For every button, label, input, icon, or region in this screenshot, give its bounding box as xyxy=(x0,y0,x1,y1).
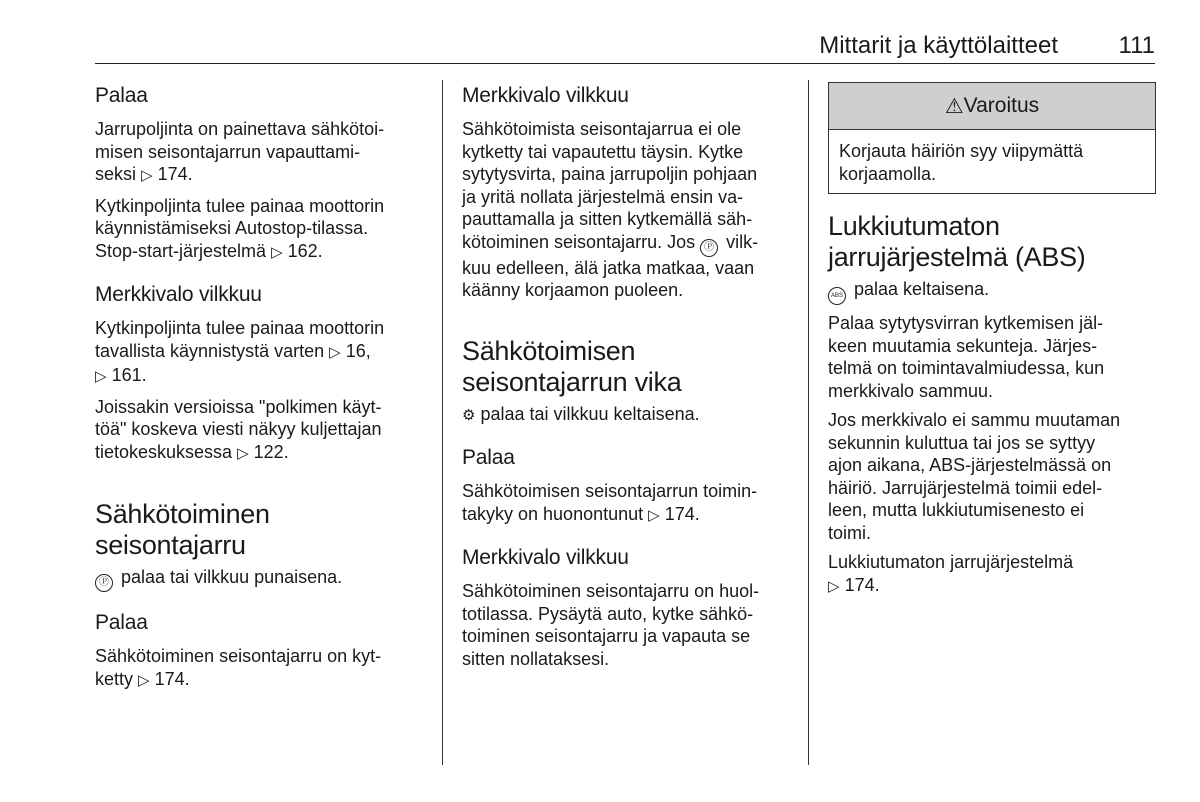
column-divider xyxy=(442,80,443,765)
paragraph: Palaa sytytysvirran kytkemisen jäl- keen muutamia sekunteja. Järjes- telmä on toimintavalmiudessa, kun merkkivalo sammuu. xyxy=(828,313,1105,401)
section-heading: Lukkiutumaton jarrujärjestelmä (ABS) xyxy=(828,211,1086,272)
paragraph: Joissakin versioissa "polkimen käyt- töä" koskeva viesti näkyy kuljettajan tietokeskuksessa ▷ 122. xyxy=(95,396,382,462)
reference-arrow-icon: ▷ xyxy=(329,343,341,361)
service-brake-icon: ⚙ xyxy=(462,406,476,424)
paragraph: Jos merkkivalo ei sammu muutaman sekunnin kuluttua tai jos se syttyy ajon aikana, ABS-järjestelmässä on häiriö. Jarrujärjestelmä toimii edel- leen, mutta lukkiutumisenesto ei toimi. xyxy=(828,410,1121,543)
header-divider xyxy=(95,63,1155,64)
parking-brake-icon: Ⓟ xyxy=(95,574,113,592)
paragraph: Kytkinpoljinta tulee painaa moottorin tavallista käynnistystä varten ▷ 16, ▷ 161. xyxy=(95,318,385,385)
reference-arrow-icon: ▷ xyxy=(95,368,107,385)
reference-arrow-icon: ▷ xyxy=(138,671,150,689)
subheading-merkkivalo: Merkkivalo vilkkuu xyxy=(462,546,629,569)
warning-header xyxy=(829,83,1155,130)
paragraph: Sähkötoimisen seisontajarrun toimin- takyky on huonontunut ▷ 174. xyxy=(462,481,758,524)
subheading-palaa: Palaa xyxy=(95,611,148,634)
column-3 xyxy=(828,82,1156,605)
page-reference: 161. xyxy=(111,365,147,385)
column-1 xyxy=(95,82,425,699)
subheading-merkkivalo: Merkkivalo vilkkuu xyxy=(462,84,629,107)
paragraph: ABS palaa keltaisena. xyxy=(828,278,1156,305)
page-reference: 174. xyxy=(664,503,700,524)
paragraph: Lukkiutumaton jarrujärjestelmä ▷ 174. xyxy=(828,552,1074,595)
abs-icon: ABS xyxy=(828,287,846,305)
page-number: 111 xyxy=(1118,32,1155,59)
paragraph: Sähkötoiminen seisontajarru on huol- totilassa. Pysäytä auto, kytke sähkö- toiminen seisontajarru ja vapauta se sitten nollataksesi. xyxy=(462,581,760,669)
section-heading: Sähkötoimisen seisontajarrun vika xyxy=(462,335,682,397)
page-reference: 162. xyxy=(287,240,323,261)
paragraph: ⚙ palaa tai vilkkuu keltaisena. xyxy=(462,403,700,424)
paragraph: Sähkötoimista seisontajarrua ei ole kytketty tai vapautettu täysin. Kytke sytytysvirta, paina jarrupoljin pohjaan ja yritä nollata järjestelmä ensin va- pauttamalla ja sitten kytkemällä säh- kötoiminen seisontajarru. Jos Ⓟ vilk- kuu edelleen, älä jatka matkaa, vaan käänny korjaamon puoleen. xyxy=(462,119,759,300)
page-reference: 174. xyxy=(154,668,190,689)
warning-box xyxy=(828,82,1156,194)
reference-arrow-icon: ▷ xyxy=(237,444,249,462)
warning-icon: ⚠ xyxy=(944,94,964,118)
reference-arrow-icon: ▷ xyxy=(271,243,283,261)
subheading-merkkivalo: Merkkivalo vilkkuu xyxy=(95,283,262,306)
subheading-palaa: Palaa xyxy=(462,446,515,469)
paragraph: Kytkinpoljinta tulee painaa moottorin käynnistämiseksi Autostop-tilassa. Stop-start-järjestelmä ▷ 162. xyxy=(95,195,385,261)
reference-arrow-icon: ▷ xyxy=(648,506,660,524)
page-reference: 174. xyxy=(157,164,193,184)
column-divider xyxy=(808,80,809,765)
paragraph: Ⓟ palaa tai vilkkuu punaisena. xyxy=(95,566,425,592)
page-reference: 174. xyxy=(844,574,880,595)
page-reference: 16, xyxy=(345,340,371,361)
subheading-palaa: Palaa xyxy=(95,84,148,107)
paragraph: Sähkötoiminen seisontajarru on kyt- ketty ▷ 174. xyxy=(95,646,382,689)
warning-text: Korjauta häiriön syy viipymättä korjaamolla. xyxy=(839,141,1084,184)
column-2 xyxy=(462,82,792,677)
parking-brake-icon: Ⓟ xyxy=(700,239,718,257)
reference-arrow-icon: ▷ xyxy=(828,577,840,595)
warning-title: Varoitus xyxy=(963,94,1040,117)
section-heading: Sähkötoiminen seisontajarru xyxy=(95,499,270,560)
header-title: Mittarit ja käyttölaitteet xyxy=(819,32,1058,59)
page-reference: 122. xyxy=(253,441,289,462)
paragraph: Jarrupoljinta on painettava sähkötoi- misen seisontajarrun vapauttami- seksi ▷ 174. xyxy=(95,119,385,184)
reference-arrow-icon: ▷ xyxy=(141,167,153,184)
